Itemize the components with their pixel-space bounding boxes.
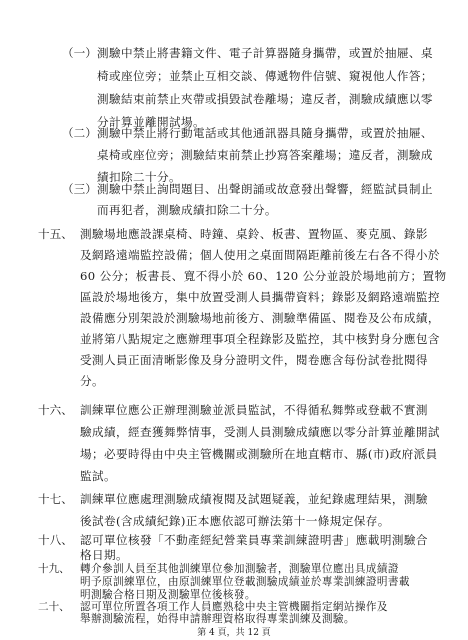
article-line: 監試。 [80,469,116,483]
article-line: 認可單位核發「不動產經紀營業員專業訓練證明書」應載明測驗合 [80,533,428,547]
clause-line: 測驗結束前禁止夾帶或損毀試卷離場；違反者，測驗成績應以零 [97,92,433,106]
article-line: 受測人員正面清晰影像及身分證明文件，閱卷應含每份試卷批閱得 [80,353,428,367]
article-line: 分。 [80,374,104,388]
article-label: 十七、 [38,492,73,506]
article-label: 二十、 [38,601,70,613]
article-line: 並將第八點規定之應辦理事項全程錄影及監控，其中核對身分應包含 [80,332,440,346]
article-line: 驗成績，經查獲舞弊情事，受測人員測驗成績應以零分計算並離開試 [80,425,440,439]
article-line: 訓練單位應公正辦理測驗並派員監試，不得循私舞弊或登載不實測 [80,403,428,417]
article-line: 設備應分別架設於測驗場地前後方、測驗準備區、閱卷及公布成績， [80,311,440,325]
clause-line: 測驗中禁止詢問題目、出聲朗誦或故意發出聲響，經監試員制止 [97,182,433,196]
article-line: 及網路遠端監控設備；個人使用之桌面間隔距離前後左右各不得小於 [80,248,440,262]
clause-label: （二） [62,126,97,140]
clause-line: 績扣除二十分。 [97,170,181,184]
clause-line: 而再犯者，測驗成績扣除二十分。 [97,203,277,217]
article-line: 測驗場地應設課桌椅、時鐘、桌鈴、板書、置物區、麥克風、錄影 [80,227,428,241]
article-line: 60 公分；板書長、寬不得小於 60、120 公分並設於場地前方；置物 [80,269,447,283]
clause-line: 分計算並離開試場。 [97,115,205,129]
article-line: 認可單位所置各項工作人員應熟稔中央主管機關指定網站操作及 [80,601,388,613]
clause-line: 椅或座位旁；並禁止互相交談、傳遞物件信號、窺視他人作答； [97,69,433,83]
article-label: 十八、 [38,533,73,547]
article-line: 明測驗合格日期及測驗單位後核發。 [80,589,256,601]
article-label: 十六、 [38,403,73,417]
clause-label: （三） [62,182,97,196]
page-footer: 第 4 頁，共 12 頁 [197,628,271,638]
article-line: 區設於場地後方，集中放置受測人員攜帶資料；錄影及網路遠端監控 [80,290,440,304]
article-line: 格日期。 [80,548,128,562]
article-line: 轉介參訓人員至其他訓練單位參加測驗者，測驗單位應出具成績證 [80,563,399,575]
clause-line: 測驗中禁止將行動電話或其他通訊器具隨身攜帶，或置於抽屜、 [97,126,433,140]
article-line: 舉辦測驗流程，始得申請辦理資格取得專業訓練及測驗。 [80,613,355,625]
clause-line: 桌椅或座位旁；測驗結束前禁止抄寫答案離場；違反者，測驗成 [97,148,433,162]
article-line: 場；必要時得由中央主管機關或測驗所在地直轄市、縣(市)政府派員 [80,447,438,461]
article-line: 後試卷(含成績紀錄)正本應依認可辦法第十一條規定保存。 [80,514,390,528]
article-line: 明予原訓練單位，由原訓練單位登載測驗成績並於專業訓練證明書載 [80,576,410,588]
article-line: 訓練單位應處理測驗成績複閱及試題疑義，並紀錄處理結果，測驗 [80,492,428,506]
article-label: 十五、 [38,227,73,241]
article-label: 十九、 [38,563,70,575]
clause-line: 測驗中禁止將書籍文件、電子計算器隨身攜帶，或置於抽屜、桌 [97,46,433,60]
clause-label: （一） [62,46,97,60]
